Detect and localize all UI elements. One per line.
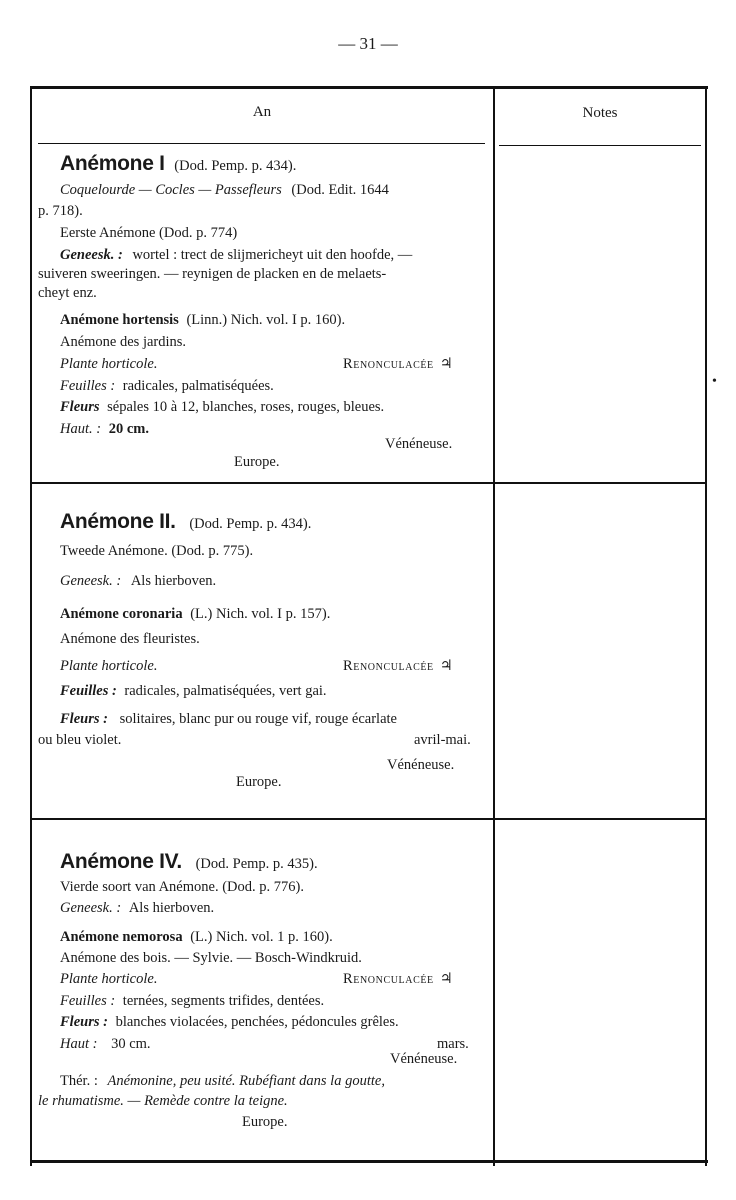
flowers-line-2: ou bleu violet. <box>38 732 122 748</box>
flowers-line: Fleurs sépales 10 à 12, blanches, roses, rouges, bleues. <box>60 399 385 415</box>
synonyms-line-2: p. 718). <box>38 203 83 219</box>
species-line: Anémone hortensis (Linn.) Nich. vol. I p. 160). <box>60 312 346 328</box>
section-title: Anémone II. <box>60 510 176 533</box>
common-name: Anémone des fleuristes. <box>60 631 200 647</box>
section-heading <box>60 154 296 176</box>
section-title: Anémone I <box>60 152 165 175</box>
height-line: Haut : 30 cm. <box>60 1036 151 1052</box>
family-line: Renonculacée ♃ <box>343 356 453 372</box>
geneesk-line: Geneesk. : Als hierboven. <box>60 573 217 589</box>
plant-type: Plante horticole. <box>60 658 158 674</box>
geneesk-line: Geneesk. : wortel : trect de slijmericheyt uit den hoofde, — <box>60 247 413 263</box>
height-line: Haut. : 20 cm. <box>60 421 149 437</box>
section-reference: (Dod. Pemp. p. 435). <box>195 856 318 872</box>
perennial-symbol-icon: ♃ <box>439 658 453 674</box>
top-rule <box>30 86 708 89</box>
species-name: Anémone nemorosa <box>60 929 183 945</box>
family-line: Renonculacée ♃ <box>343 658 453 674</box>
dutch-name: Vierde soort van Anémone. (Dod. p. 776). <box>60 879 304 895</box>
plant-type: Plante horticole. <box>60 971 158 987</box>
geneesk-line-3: cheyt enz. <box>38 285 97 301</box>
synonyms-line: Coquelourde — Cocles — Passefleurs (Dod. Edit. 1644 <box>60 182 389 198</box>
column-header-notes: Notes <box>582 105 618 121</box>
toxicity: Vénéneuse. <box>385 436 453 452</box>
therapy-line-2: le rhumatisme. — Remède contre la teigne. <box>38 1093 288 1109</box>
geneesk-line-2: suiveren sweeringen. — reynigen de placken en de melaets- <box>38 266 387 282</box>
toxicity: Vénéneuse. <box>387 757 455 773</box>
section-heading <box>60 852 318 874</box>
therapy-line: Thér. : Anémonine, peu usité. Rubéfiant dans la goutte, <box>60 1073 385 1089</box>
origin: Europe. <box>236 774 282 790</box>
species-name: Anémone coronaria <box>60 606 183 622</box>
plant-type: Plante horticole. <box>60 356 158 372</box>
common-name: Anémone des bois. — Sylvie. — Bosch-Windkruid. <box>60 950 362 966</box>
section-reference: (Dod. Pemp. p. 434). <box>189 516 312 532</box>
perennial-symbol-icon: ♃ <box>439 356 453 372</box>
species-line: Anémone nemorosa (L.) Nich. vol. 1 p. 160). <box>60 929 333 945</box>
bottom-rule <box>30 1160 708 1163</box>
season: avril-mai. <box>414 732 471 748</box>
common-name: Anémone des jardins. <box>60 334 187 350</box>
column-divider <box>493 86 495 1166</box>
section-divider-1 <box>32 482 706 484</box>
flowers-line: Fleurs : blanches violacées, penchées, pédoncules grêles. <box>60 1014 399 1030</box>
leaves-line: Feuilles : radicales, palmatiséquées, vert gai. <box>60 683 327 699</box>
species-line: Anémone coronaria (L.) Nich. vol. I p. 157). <box>60 606 331 622</box>
perennial-symbol-icon: ♃ <box>439 971 453 987</box>
origin: Europe. <box>234 454 280 470</box>
section-divider-2 <box>32 818 706 820</box>
family-line: Renonculacée ♃ <box>343 971 453 987</box>
leaves-line: Feuilles : ternées, segments trifides, dentées. <box>60 993 325 1009</box>
header-underline-main <box>38 143 485 144</box>
flowers-line: Fleurs : solitaires, blanc pur ou rouge vif, rouge écarlate <box>60 711 397 727</box>
left-border <box>30 86 32 1166</box>
column-header-main: An <box>252 104 272 120</box>
section-heading <box>60 512 311 534</box>
geneesk-line: Geneesk. : Als hierboven. <box>60 900 215 916</box>
page-number: — 31 — <box>338 34 398 53</box>
header-underline-notes <box>499 145 701 146</box>
season: mars. <box>437 1036 469 1052</box>
dutch-name: Eerste Anémone (Dod. p. 774) <box>60 225 238 241</box>
section-reference: (Dod. Pemp. p. 434). <box>174 158 297 174</box>
margin-dot: • <box>712 374 717 389</box>
section-title: Anémone IV. <box>60 850 182 873</box>
toxicity: Vénéneuse. <box>390 1051 458 1067</box>
dutch-name: Tweede Anémone. (Dod. p. 775). <box>60 543 254 559</box>
species-name: Anémone hortensis <box>60 312 179 328</box>
leaves-line: Feuilles : radicales, palmatiséquées. <box>60 378 274 394</box>
origin: Europe. <box>242 1114 288 1130</box>
right-border <box>705 86 707 1166</box>
